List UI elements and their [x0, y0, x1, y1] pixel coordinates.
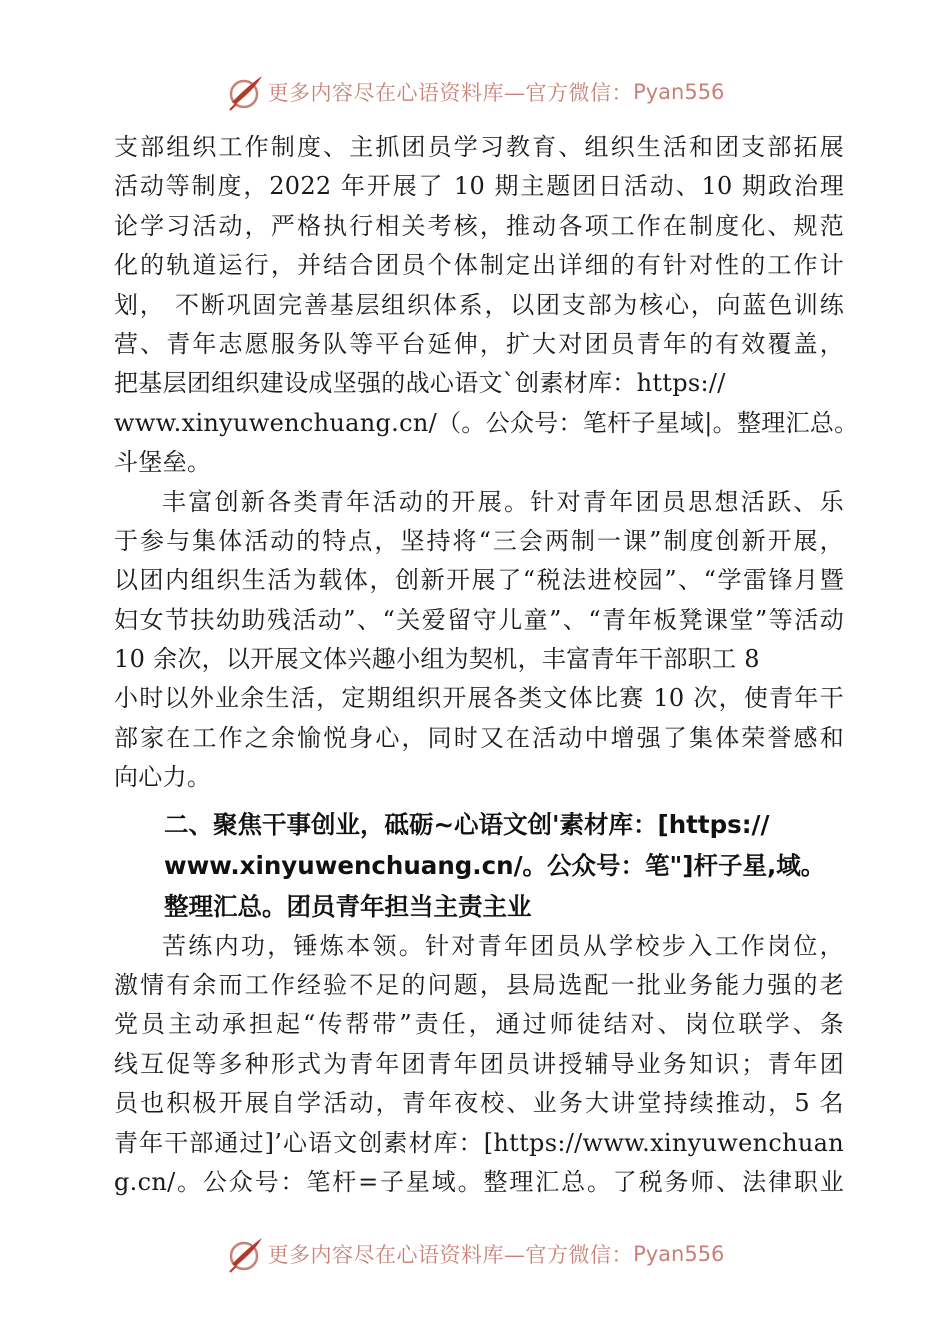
heading-line: 二、聚焦干事创业，砥砺~心语文创'素材库：[https:// — [164, 809, 770, 839]
text-line: 党员主动承担起“传帮带”责任，通过师徒结对、岗位联学、条 — [114, 1010, 844, 1039]
text-line: 苦练内功，锤炼本领。针对青年团员从学校步入工作岗位， — [162, 931, 844, 960]
paragraph-3 — [114, 927, 844, 1203]
text-line: 员也积极开展自学活动，青年夜校、业务大讲堂持续推动，5 名 — [114, 1089, 844, 1118]
text-line: 于参与集体活动的特点，坚持将“三会两制一课”制度创新开展， — [114, 526, 844, 555]
watermark-text: 更多内容尽在心语资料库—官方微信： — [267, 81, 634, 105]
text-line: 划， 不断巩固完善基层组织体系，以团支部为核心，向蓝色训练 — [114, 290, 844, 319]
watermark-text: 更多内容尽在心语资料库—官方微信： — [267, 1243, 634, 1267]
heading-line: 整理汇总。团员青年担当主责主业 — [164, 891, 532, 921]
text-line: 激情有余而工作经验不足的问题，县局选配一批业务能力强的老 — [114, 971, 844, 1000]
text-line: 把基层团组织建设成坚强的战心语文`创素材库：https:// — [114, 369, 726, 398]
text-line: 化的轨道运行，并结合团员个体制定出详细的有针对性的工作计 — [114, 251, 844, 280]
text-line: 青年干部通过]’心语文创素材库：[https://www.xinyuwenchuan — [114, 1128, 844, 1157]
text-line: 斗堡垒。 — [114, 448, 212, 477]
text-line: 丰富创新各类青年活动的开展。针对青年团员思想活跃、乐 — [162, 487, 844, 516]
paragraph-1 — [114, 128, 859, 483]
text-line: 支部组织工作制度、主抓团员学习教育、组织生活和团支部拓展 — [114, 133, 844, 161]
text-line: 妇女节扶幼助残活动”、“关爱留守儿童”、“青年板凳课堂”等活动 — [114, 605, 844, 634]
document-body — [114, 128, 859, 1202]
header-watermark — [0, 70, 950, 114]
wechat-id: Pyan556 — [633, 1242, 725, 1266]
quill-logo-icon — [226, 72, 266, 112]
text-line: 营、青年志愿服务队等平台延伸，扩大对团员青年的有效覆盖， — [114, 329, 844, 358]
footer-watermark — [0, 1232, 950, 1276]
text-line: 线互促等多种形式为青年团青年团员讲授辅导业务知识；青年团 — [114, 1049, 844, 1078]
wechat-id: Pyan556 — [633, 80, 725, 104]
quill-logo-icon — [226, 1234, 266, 1274]
text-line: 向心力。 — [114, 763, 212, 792]
text-line: 10 余次，以开展文体兴趣小组为契机，丰富青年干部职工 8 — [114, 645, 760, 674]
text-line: 小时以外业余生活，定期组织开展各类文体比赛 10 次，使青年干 — [114, 684, 844, 713]
text-line: g.cn/。公众号：笔杆=子星域。整理汇总。了税务师、法律职业 — [114, 1167, 844, 1196]
section-heading — [114, 804, 844, 927]
text-line: www.xinyuwenchuang.cn/（。公众号：笔杆子星域|。整理汇总。 — [114, 408, 859, 437]
heading-line: www.xinyuwenchuang.cn/。公众号：笔"]杆子星,域。 — [164, 850, 826, 880]
text-line: 以团内组织生活为载体，创新开展了“税法进校园”、“学雷锋月暨 — [114, 566, 844, 595]
paragraph-2 — [114, 483, 844, 798]
text-line: 部家在工作之余愉悦身心，同时又在活动中增强了集体荣誉感和 — [114, 723, 844, 752]
text-line: 论学习活动，严格执行相关考核，推动各项工作在制度化、规范 — [114, 211, 844, 240]
text-line: 活动等制度，2022 年开展了 10 期主题团日活动、10 期政治理 — [114, 172, 844, 201]
